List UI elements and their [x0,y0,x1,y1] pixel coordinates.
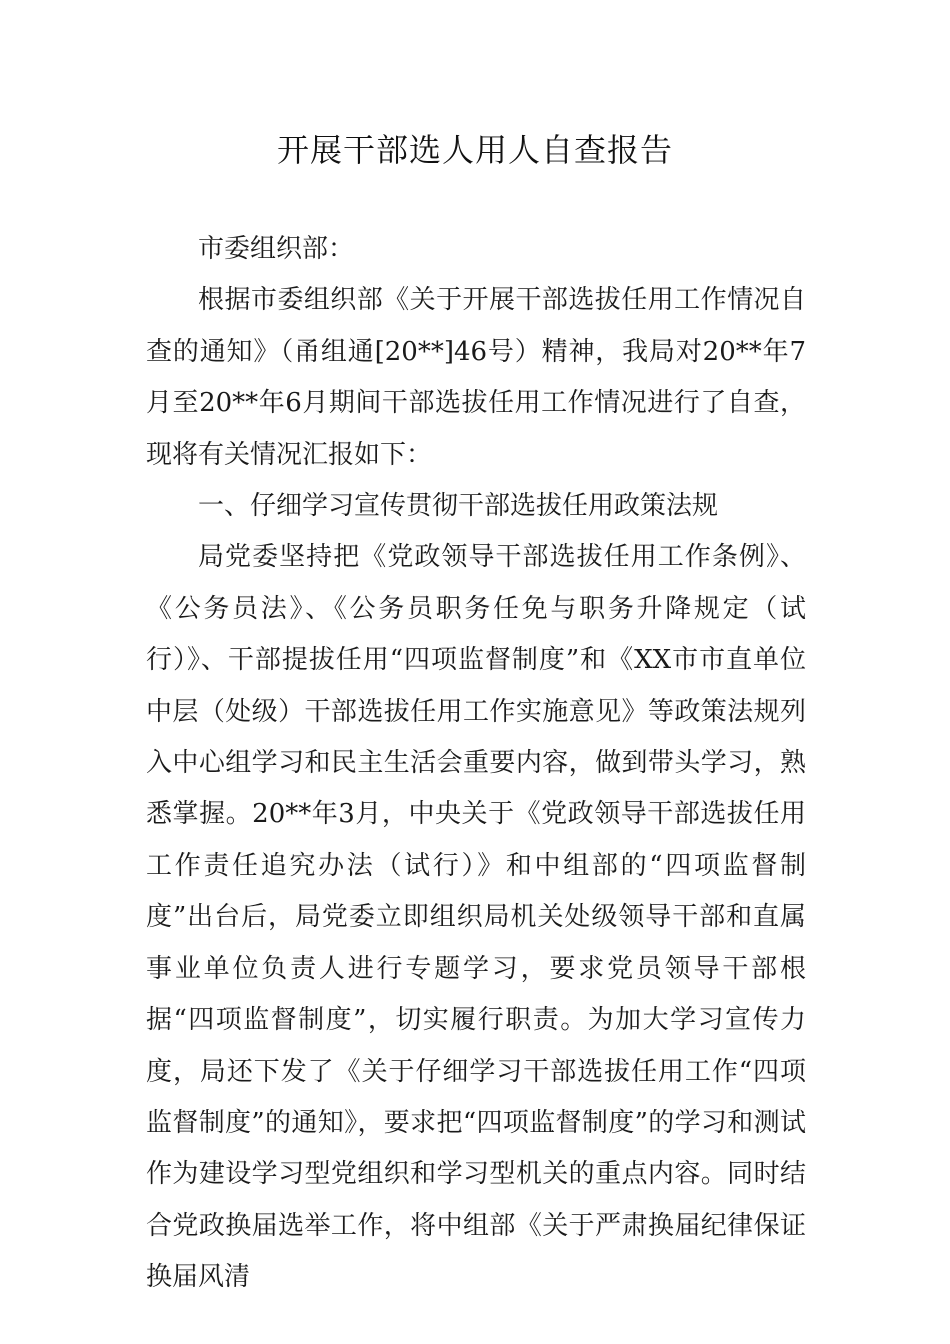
document-body [146,224,806,1304]
paragraph-intro: 根据市委组织部《关于开展干部选拔任用工作情况自查的通知》（甬组通[20**]46号）精神，我局对20**年7月至20**年6月期间干部选拔任用工作情况进行了自查，现将有关情况汇报如下： [146,285,806,470]
section-heading-1: 一、仔细学习宣传贯彻干部选拔任用政策法规 [198,491,719,522]
document-title: 开展干部选人用人自查报告 [276,131,673,169]
salutation: 市委组织部： [198,234,355,264]
paragraph-section-1: 局党委坚持把《党政领导干部选拔任用工作条例》、《公务员法》、《公务员职务任免与职务升降规定（试行）》、干部提拔任用“四项监督制度”和《XX市市直单位中层（处级）干部选拔任用工作实施意见》等政策法规列入中心组学习和民主生活会重要内容，做到带头学习，熟悉掌握。20**年3月，中央关于《党政领导干部选拔任用工作责任追究办法（试行）》和中组部的“四项监督制度”出台后，局党委立即组织局机关处级领导干部和直属事业单位负责人进行专题学习，要求党员领导干部根据“四项监督制度”，切实履行职责。为加大学习宣传力度，局还下发了《关于仔细学习干部选拔任用工作“四项监督制度”的通知》，要求把“四项监督制度”的学习和测试作为建设学习型党组织和学习型机关的重点内容。同时结合党政换届选举工作，将中组部《关于严肃换届纪律保证换届风清 [146,542,806,1293]
